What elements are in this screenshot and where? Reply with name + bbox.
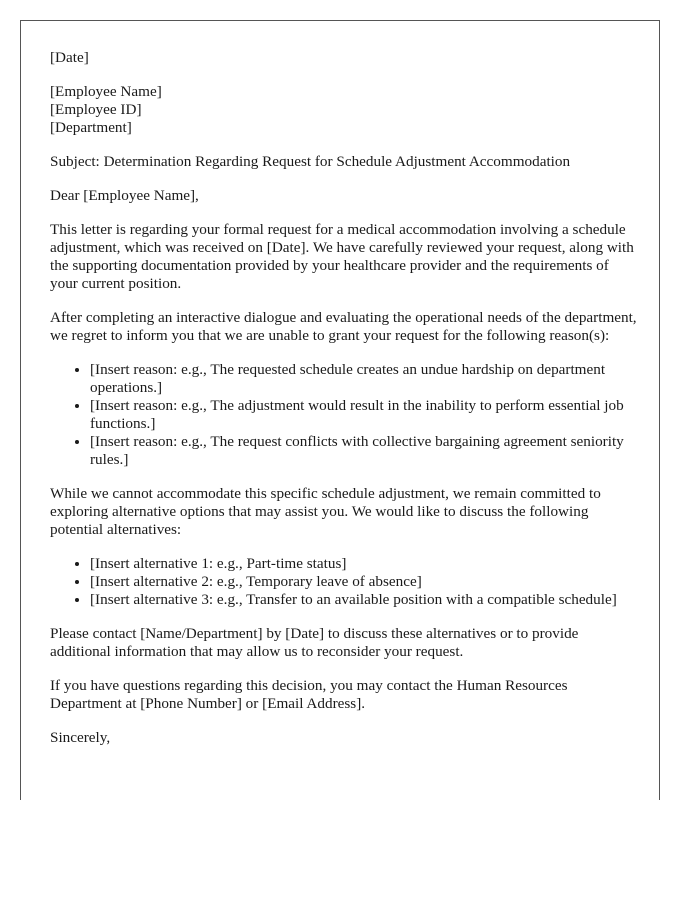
reason-item: • [Insert reason: e.g., The requested schedule creates an undue hardship on department operations.] [90,361,640,397]
paragraph-contact: Please contact [Name/Department] by [Date] to discuss these alternatives or to provide additional information that may allow us to reconsider your request. [50,625,579,660]
paragraph-alternatives: While we cannot accommodate this specific schedule adjustment, we remain committed to exploring alternative options that may assist you. We would like to discuss the following potential alternatives: [50,485,601,538]
reason-item: • [Insert reason: e.g., The adjustment would result in the inability to perform essential job functions.] [90,397,640,433]
alternative-item: • [Insert alternative 2: e.g., Temporary leave of absence] [90,573,640,591]
recipient-name: [Employee Name] [50,83,162,100]
letter-salutation: Dear [Employee Name], [50,187,199,204]
letter-closing: Sincerely, [50,729,111,746]
paragraph-intro: This letter is regarding your formal request for a medical accommodation involving a schedule adjustment, which was received on [Date]. We have carefully reviewed your request, along with the supporting documentation provided by your healthcare provider and the requirements of your current position. [50,221,634,292]
alternative-item: • [Insert alternative 3: e.g., Transfer to an available position with a compatible schedule] [90,591,640,609]
alternatives-list [50,555,640,609]
recipient-department: [Department] [50,119,132,136]
letter-page [20,20,660,800]
reason-item: • [Insert reason: e.g., The request conflicts with collective bargaining agreement seniority rules.] [90,433,640,469]
recipient-id: [Employee ID] [50,101,142,118]
paragraph-denial: After completing an interactive dialogue and evaluating the operational needs of the department, we regret to inform you that we are unable to grant your request for the following reason(s): [50,309,637,344]
letter-subject: Subject: Determination Regarding Request for Schedule Adjustment Accommodation [50,153,571,170]
paragraph-questions: If you have questions regarding this decision, you may contact the Human Resources Department at [Phone Number] or [Email Address]. [50,677,568,712]
letter-date: [Date] [50,49,89,66]
letter-body [50,49,640,763]
recipient-block [50,83,640,137]
alternative-item: • [Insert alternative 1: e.g., Part-time status] [90,555,640,573]
reasons-list [50,361,640,469]
